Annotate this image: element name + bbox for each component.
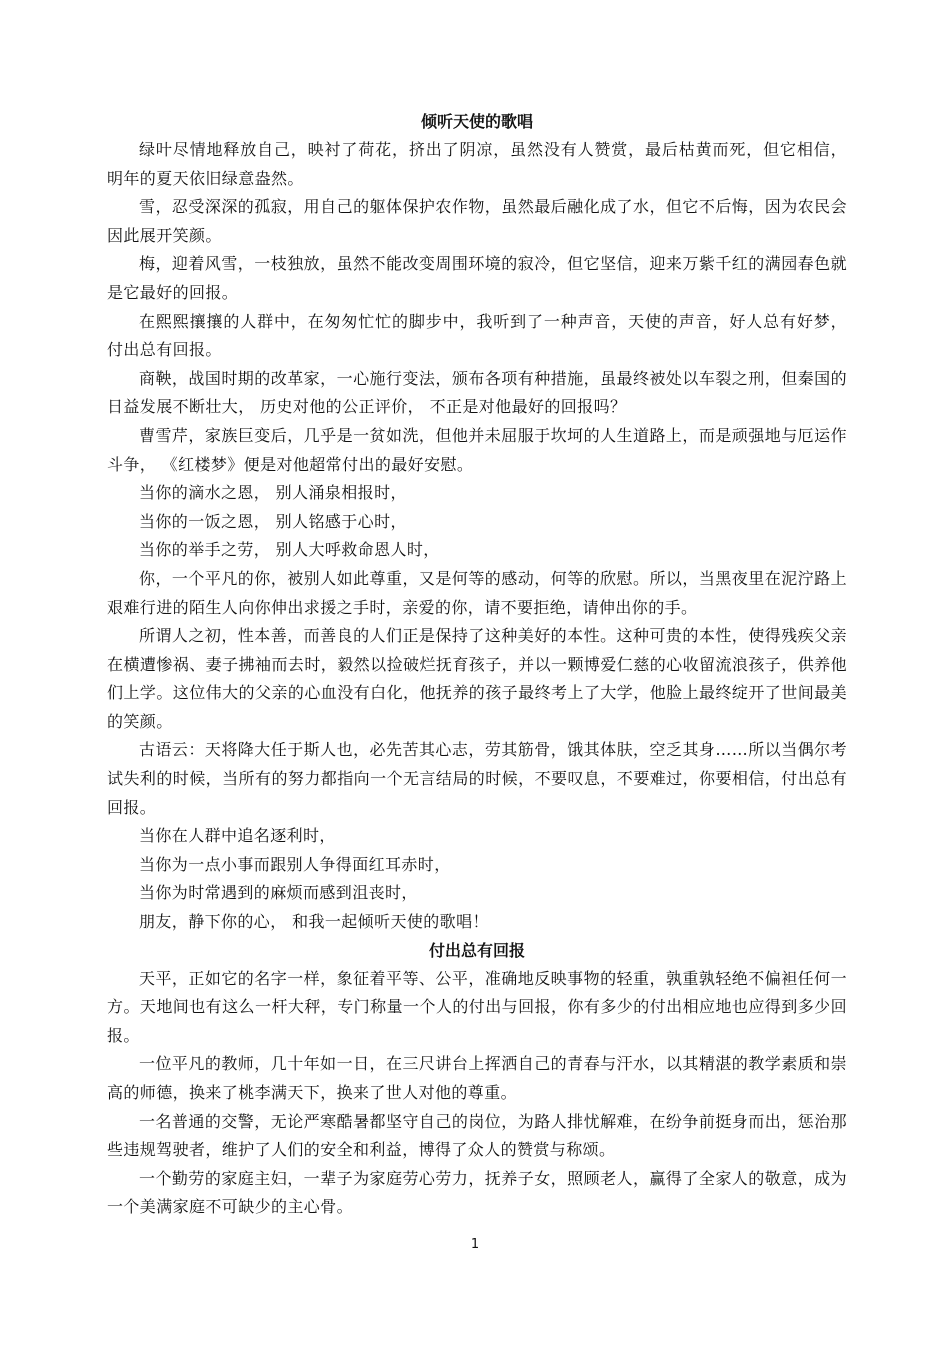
paragraph: 古语云：天将降大任于斯人也，必先苦其心志，劳其筋骨，饿其体肤，空乏其身……所以当偶尔考试失利的时候，当所有的努力都指向一个无言结局的时候，不要叹息，不要难过，你要相信，付出总有回报。 [107,740,847,817]
section-title-1: 倾听天使的歌唱 [420,112,533,131]
paragraph: 在熙熙攘攘的人群中，在匆匆忙忙的脚步中，我听到了一种声音，天使的声音，好人总有好梦， 付出总有回报。 [107,311,847,360]
paragraph: 商鞅，战国时期的改革家，一心施行变法，颁布各项有种措施，虽最终被处以车裂之刑，但秦国的日益发展不断壮大， 历史对他的公正评价， 不正是对他最好的回报吗？ [107,368,847,417]
document-page [107,108,847,1222]
paragraph: 曹雪芹，家族巨变后，几乎是一贫如洗，但他并未屈服于坎坷的人生道路上，而是顽强地与厄运作斗争， 《红楼梦》便是对他超常付出的最好安慰。 [107,425,847,474]
paragraph: 一名普通的交警，无论严寒酷暑都坚守自己的岗位，为路人排忧解难，在纷争前挺身而出，惩治那些违规驾驶者，维护了人们的安全和利益，博得了众人的赞赏与称颂。 [107,1111,847,1160]
paragraph: 当你为一点小事而跟别人争得面红耳赤时， [139,854,451,874]
paragraph: 雪，忍受深深的孤寂，用自己的躯体保护农作物，虽然最后融化成了水，但它不后悔，因为农民会因此展开笑颜。 [107,197,847,245]
paragraph: 一位平凡的教师，几十年如一日，在三尺讲台上挥洒自己的青春与汗水，以其精湛的教学素质和崇高的师德，换来了桃李满天下，换来了世人对他的尊重。 [107,1054,847,1102]
paragraph: 当你在人群中追名逐利时， [139,826,336,846]
paragraph: 当你的滴水之恩， 别人涌泉相报时， [139,483,407,503]
paragraph: 当你为时常遇到的麻烦而感到沮丧时， [139,883,418,903]
paragraph: 天平，正如它的名字一样，象征着平等、公平，准确地反映事物的轻重，孰重孰轻绝不偏袒任何一方。天地间也有这么一杆大秤，专门称量一个人的付出与回报，你有多少的付出相应地也应得到多少回报。 [107,968,847,1045]
paragraph: 绿叶尽情地释放自己，映衬了荷花，挤出了阴凉，虽然没有人赞赏，最后枯黄而死，但它相信， 明年的夏天依旧绿意盎然。 [107,140,847,188]
paragraph: 你，一个平凡的你，被别人如此尊重，又是何等的感动，何等的欣慰。所以，当黑夜里在泥泞路上艰难行进的陌生人向你伸出求援之手时，亲爱的你，请不要拒绝，请伸出你的手。 [107,568,847,617]
paragraph: 一个勤劳的家庭主妇，一辈子为家庭劳心劳力，抚养子女，照顾老人，赢得了全家人的敬意，成为一个美满家庭不可缺少的主心骨。 [107,1168,847,1217]
paragraph: 梅，迎着风雪，一枝独放，虽然不能改变周围环境的寂冷，但它坚信，迎来万紫千红的满园春色就是它最好的回报。 [107,254,847,302]
paragraph: 当你的举手之劳， 别人大呼救命恩人时， [139,540,440,560]
paragraph: 所谓人之初，性本善，而善良的人们正是保持了这种美好的本性。这种可贵的本性，使得残疾父亲在横遭惨祸、妻子拂袖而去时，毅然以捡破烂抚育孩子，并以一颗博爱仁慈的心收留流浪孩子，供养他们上学。这位伟大的父亲的心血没有白化，他抚养的孩子最终考上了大学，他脸上最终绽开了世间最美的笑颜。 [107,626,847,731]
paragraph: 朋友，静下你的心， 和我一起倾听天使的歌唱！ [139,912,489,932]
paragraph: 当你的一饭之恩， 别人铭感于心时， [139,511,407,531]
section-title-2: 付出总有回报 [428,940,525,960]
page-number: 1 [470,1237,480,1252]
